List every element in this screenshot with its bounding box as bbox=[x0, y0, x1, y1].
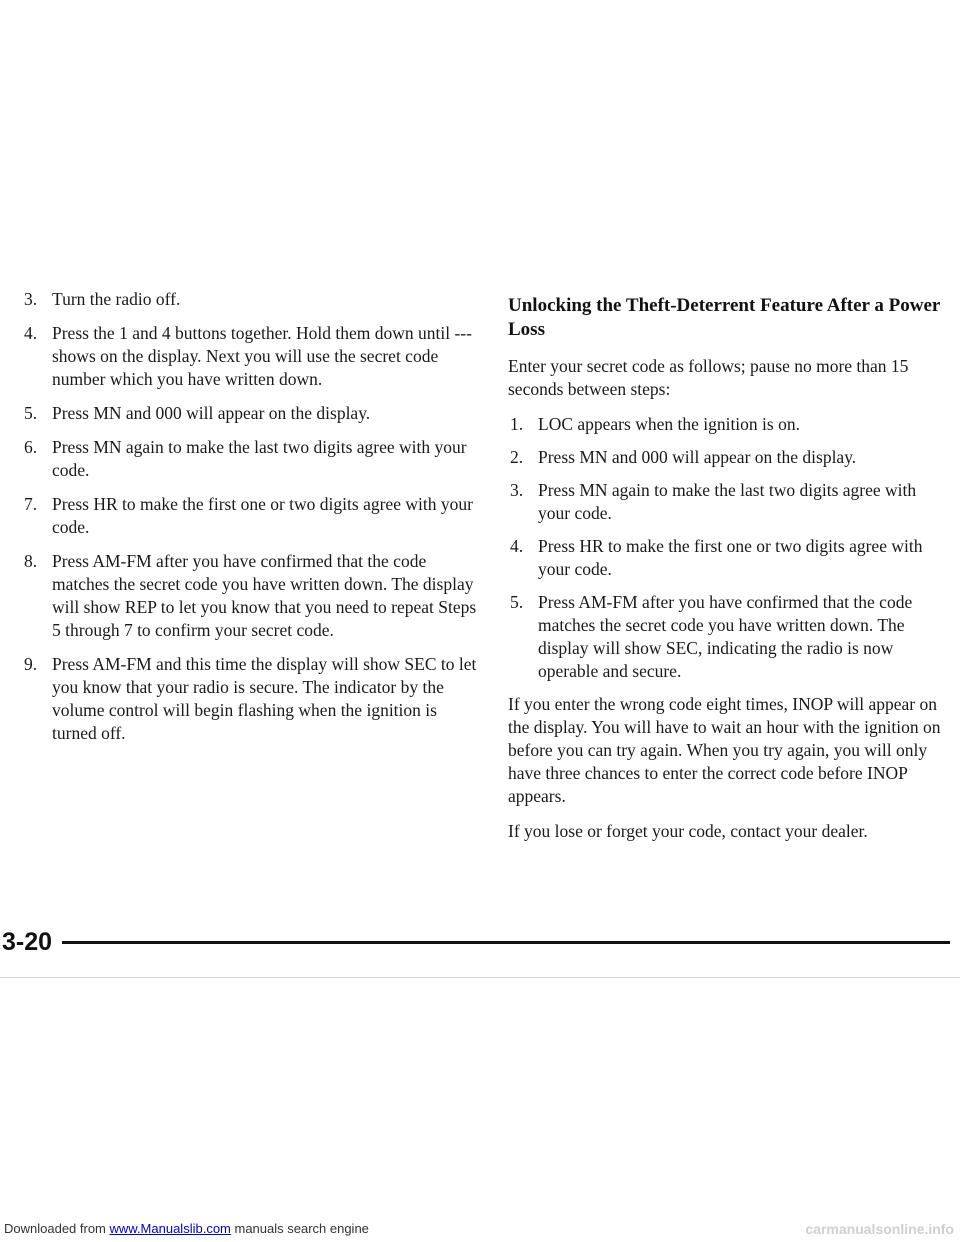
right-column bbox=[508, 288, 948, 855]
list-item: 3. Turn the radio off. bbox=[24, 289, 181, 309]
right-steps-list bbox=[508, 413, 948, 683]
contact-dealer-paragraph: If you lose or forget your code, contact your dealer. bbox=[508, 821, 868, 841]
list-item: 1. LOC appears when the ignition is on. bbox=[510, 414, 800, 434]
left-steps-list bbox=[22, 288, 477, 745]
footer-faint-line bbox=[0, 977, 960, 978]
list-item: 3. Press MN again to make the last two digits agree with your code. bbox=[510, 480, 917, 523]
list-item: 8. Press AM-FM after you have confirmed that the code matches the secret code you have written down. The display will show REP to let you know that you need to repeat Steps 5 through 7 to confirm your secret code. bbox=[24, 551, 477, 640]
manualslib-link[interactable]: www.Manualslib.com bbox=[109, 1221, 231, 1236]
list-item: 7. Press HR to make the first one or two digits agree with your code. bbox=[24, 494, 473, 537]
download-watermark: Downloaded from www.Manualslib.com manuals search engine bbox=[4, 1221, 369, 1236]
site-watermark: carmanualsonline.info bbox=[805, 1221, 954, 1237]
intro-paragraph: Enter your secret code as follows; pause no more than 15 seconds between steps: bbox=[508, 356, 909, 399]
list-item: 2. Press MN and 000 will appear on the display. bbox=[510, 447, 857, 467]
list-item: 5. Press MN and 000 will appear on the display. bbox=[24, 403, 371, 423]
list-item: 6. Press MN again to make the last two digits agree with your code. bbox=[24, 437, 467, 480]
page-number: 3-20 bbox=[2, 928, 53, 956]
list-item: 4. Press the 1 and 4 buttons together. Hold them down until --- shows on the display. Next you will use the secret code number which you have written down. bbox=[24, 323, 472, 389]
footer-rule bbox=[62, 941, 950, 944]
page-footer bbox=[0, 920, 960, 970]
inop-paragraph: If you enter the wrong code eight times, INOP will appear on the display. You will have to wait an hour with the ignition on before you can try again. When you try again, you will only have three chances to enter the correct code before INOP appears. bbox=[508, 694, 941, 806]
section-heading: Unlocking the Theft-Deterrent Feature After a Power Loss bbox=[508, 295, 940, 340]
list-item: 9. Press AM-FM and this time the display will show SEC to let you know that your radio is secure. The indicator by the volume control will begin flashing when the ignition is turned off. bbox=[24, 654, 477, 743]
list-item: 5. Press AM-FM after you have confirmed that the code matches the secret code you have written down. The display will show SEC, indicating the radio is now operable and secure. bbox=[510, 592, 913, 681]
left-column bbox=[22, 288, 477, 756]
list-item: 4. Press HR to make the first one or two digits agree with your code. bbox=[510, 536, 923, 579]
